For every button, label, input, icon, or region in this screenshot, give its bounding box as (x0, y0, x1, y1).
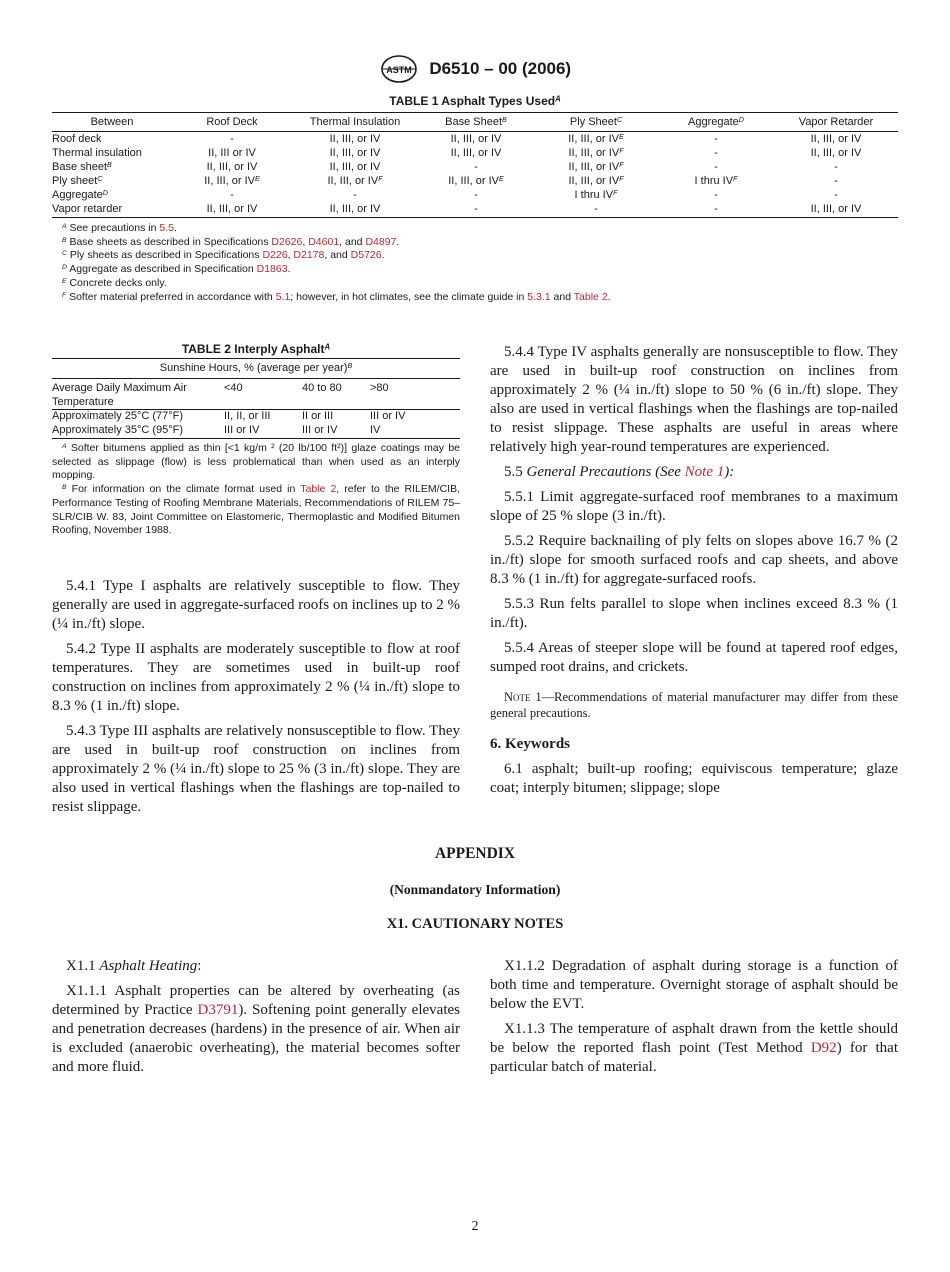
table-cell: Ply sheet$^C$ (52, 174, 103, 187)
table-cell: - (534, 202, 658, 218)
ref-link[interactable]: Table 2 (300, 483, 337, 496)
table-cell: Approximately 25°C (77°F) (52, 410, 224, 424)
footnote-f: $^F$ Softer material preferred in accordance with 5.1; however, in hot climates, see the climate guide in 5.3.1 and Table 2. (62, 290, 611, 303)
table-cell: - (658, 202, 774, 218)
table-cell: II, III, or $IV^F$ (568, 146, 624, 159)
logo-text: ASTM (386, 65, 412, 75)
table-cell: Base sheet$^B$ (52, 160, 112, 173)
keywords-heading: 6. Keywords (490, 736, 570, 752)
paragraph-5-4-2: 5.4.2 Type II asphalts are moderately susceptible to flow at roof temperatures. They are sometimes used in built-up roof construction on inclines from approximately 2 % (¼ in./ft) slope to 8.3 % (1 in./ft) slope. (52, 641, 460, 714)
ref-link[interactable]: D4601 (308, 235, 340, 248)
paragraph-5-5-3: 5.5.3 Run felts parallel to slope when inclines exceed 8.3 % (1 in./ft). (490, 596, 898, 631)
table1-col-header: Roof Deck (172, 113, 292, 132)
table-cell: Approximately 35°C (95°F) (52, 424, 224, 439)
table-cell: - (230, 132, 234, 145)
table1-col-header: Ply Sheet$^C$ (534, 113, 658, 132)
astm-logo-icon (379, 55, 419, 83)
ref-link[interactable]: 5.1 (275, 290, 291, 303)
table-cell: II or III (302, 410, 370, 424)
table-row (52, 202, 898, 218)
table-cell: II, III, or $IV^F$ (568, 174, 624, 187)
table-cell: I thru $IV^F$ (694, 174, 738, 187)
table1-col-header: Thermal Insulation (292, 113, 418, 132)
footnote-b: $^B$ For information on the climate format used in Table 2, refer to the RILEM/CIB, Performance Testing of Roofing Membrane Materials, Recommendations of RILEM 75–SLR/CIB W. 83, Joint Committee on Elastomeric, Thermoplastic and Modified Bitumen Roofing, November 1988. (52, 483, 460, 537)
table-row (52, 424, 460, 439)
table1-footnotes (62, 222, 902, 304)
table-cell: II, III, or IV (810, 146, 862, 159)
ref-link[interactable]: 5.5 (159, 222, 174, 234)
table-cell: II, III, or IV (329, 132, 381, 145)
table-cell: Thermal insulation (52, 146, 142, 159)
table1-col-header: Aggregate$^D$ (658, 113, 774, 132)
table-cell: <40 (224, 382, 243, 394)
ref-link[interactable]: D1863 (256, 263, 288, 276)
footnote-a: $^A$ See precautions in 5.5. (62, 222, 177, 234)
paragraph-5-4-4: 5.4.4 Type IV asphalts generally are nonsusceptible to flow. They are used in built-up roof construction on inclines from approximately 2 % (¼ in./ft) slope to 50 % (6 in./ft) slope. They also are used in vertical flashings when the flashings are top-nailed to resist slippage. These asphalts are useful in areas where relatively high year-round temperatures are experienced. (490, 344, 898, 455)
table-cell: II, III, or $IV^E$ (448, 174, 504, 187)
ref-link[interactable]: D3791 (197, 1002, 239, 1018)
ref-link[interactable]: D2178 (293, 249, 325, 262)
footnote-d: $^D$ Aggregate as described in Specification D1863. (62, 263, 291, 276)
table1 (52, 112, 898, 218)
table1-header-row (52, 113, 898, 132)
table-cell: II, III, or $IV^E$ (568, 132, 624, 145)
appendix-subtitle: (Nonmandatory Information) (389, 882, 561, 897)
table2-footnotes (52, 442, 460, 538)
table-cell: II, III, or $IV^F$ (568, 160, 624, 173)
table-cell: II, III, or IV (292, 202, 418, 218)
paragraph-x1-1-1: X1.1.1 Asphalt properties can be altered by overheating (as determined by Practice D3791). Softening point generally elevates and penetration decreases (hardens) in the presence of air. When air is excluded (anaerobic overheating), the material becomes softer and more fluid. (52, 983, 460, 1075)
table-cell: II, III, or $IV^E$ (204, 174, 260, 187)
table-cell: III or IV (302, 424, 370, 439)
footnote-c: $^C$ Ply sheets as described in Specifications D226, D2178, and D5726. (62, 249, 385, 262)
table-cell: - (418, 202, 534, 218)
table-cell: Average Daily Maximum Air Temperature (52, 382, 187, 408)
table-cell: II, III, or IV (450, 132, 502, 145)
table-cell: II, III, or IV (774, 202, 898, 218)
table2-header-row (52, 359, 460, 379)
ref-link[interactable]: D5726 (350, 249, 382, 262)
table-cell: - (353, 188, 357, 201)
paragraph-5-5-4: 5.5.4 Areas of steeper slope will be found at tapered roof edges, sumped root drains, and crickets. (490, 640, 898, 675)
table-cell: - (834, 174, 838, 187)
table-cell: - (714, 160, 718, 173)
paragraph-5-5-2: 5.5.2 Require backnailing of ply felts on slopes above 16.7 % (2 in./ft) slope for smooth surfaced roofs and cap sheets, and above 8.3 % (1 in./ft) for aggregate-surfaced roofs. (490, 533, 898, 587)
table2 (52, 358, 460, 439)
section-5-5-heading: 5.5 General Precautions (See Note 1): (504, 464, 735, 480)
table-cell: 40 to 80 (302, 382, 342, 394)
paragraph-5-5-1: 5.5.1 Limit aggregate-surfaced roof membranes to a maximum slope of 25 % slope (3 in./ft). (490, 489, 898, 524)
footnote-a: $^A$ Softer bitumens applied as thin [<1 kg/m ² (20 lb/100 ft²)] glaze coatings may be selected as slippage (flow) is less problematical than when used as an interply mopping. (52, 442, 460, 482)
table-cell: Aggregate$^D$ (52, 188, 108, 201)
paragraph-6-1: 6.1 asphalt; built-up roofing; equiviscous temperature; glaze coat; interply bitumen; slippage; slope (490, 761, 898, 796)
table-cell: Vapor retarder (52, 202, 172, 218)
table2-header: Sunshine Hours, % (average per year)$^B$ (52, 359, 460, 379)
table-cell: I thru $IV^F$ (574, 188, 618, 201)
footnote-b: $^B$ Base sheets as described in Specifications D2626, D4601, and D4897. (62, 235, 400, 248)
note-link[interactable]: Note 1 (684, 464, 725, 480)
table-cell: II, III, or IV (329, 160, 381, 173)
table-cell: >80 (370, 382, 389, 394)
page-header (0, 55, 950, 83)
paragraph-x1-1-3: X1.1.3 The temperature of asphalt drawn from the kettle should be below the reported flash point (Test Method D92) for that particular batch of material. (490, 1021, 898, 1075)
table-cell: II, II, or III (224, 410, 302, 424)
table-cell: II, III, or $IV^F$ (327, 174, 383, 187)
appendix-title: APPENDIX (434, 845, 516, 862)
table1-col-header: Vapor Retarder (774, 113, 898, 132)
table-row (52, 188, 898, 202)
ref-link[interactable]: D2626 (271, 235, 303, 248)
appendix-right-column (490, 957, 898, 1083)
designation: D6510 – 00 (2006) (429, 59, 572, 78)
table-cell: II, III, or IV (172, 202, 292, 218)
table-cell: II, III or IV (208, 146, 256, 159)
footnote-e: $^E$ Concrete decks only. (62, 276, 167, 289)
ref-link[interactable]: D92 (810, 1040, 837, 1056)
table-cell: Roof deck (52, 132, 102, 145)
paragraph-x1-1-2: X1.1.2 Degradation of asphalt during storage is a function of both time and temperature. Overnight storage of asphalt should be below the EVT. (490, 958, 898, 1012)
table-row (52, 132, 898, 147)
table-cell: II, III, or IV (329, 146, 381, 159)
ref-link[interactable]: Table 2 (573, 290, 608, 303)
table-cell: - (714, 188, 718, 201)
table1-col-header: Base Sheet$^B$ (418, 113, 534, 132)
table1-title: TABLE 1 Asphalt Types Used$^A$ (389, 94, 561, 108)
table-cell: II, III, or IV (810, 132, 862, 145)
page-number: 2 (471, 1219, 479, 1234)
table-cell: II, III, or IV (450, 146, 502, 159)
table-cell: IV (370, 424, 460, 439)
table-cell: - (474, 160, 478, 173)
table-row (52, 174, 898, 188)
table-cell: - (230, 188, 234, 201)
ref-link[interactable]: 5.3.1 (527, 290, 551, 303)
table-cell: III or IV (224, 424, 302, 439)
table-row (52, 410, 460, 424)
right-column (490, 343, 898, 804)
section-x1-1-heading: X1.1 Asphalt Heating: (66, 958, 202, 974)
ref-link[interactable]: D4897 (365, 235, 397, 248)
paragraph-5-4-3: 5.4.3 Type III asphalts are relatively nonsusceptible to flow. They are used in built-up roof construction on inclines from approximately 2 % (¼ in./ft) slope to 25 % (3 in./ft) slope. They are also used in vertical flashings when the flashings are top-nailed to resist slippage. (52, 723, 460, 815)
left-column (52, 577, 460, 823)
note-1: Note 1—Recommendations of material manufacturer may differ from these general precautions. (490, 690, 898, 720)
appendix-left-column (52, 957, 460, 1083)
table-cell: - (474, 188, 478, 201)
table-cell: - (714, 132, 718, 145)
x1-title: X1. CAUTIONARY NOTES (386, 916, 564, 932)
table-row (52, 146, 898, 160)
table-cell: - (714, 146, 718, 159)
table-cell: - (834, 188, 838, 201)
table1-col-header: Between (52, 113, 172, 132)
table-row (52, 160, 898, 174)
table2-title: TABLE 2 Interply Asphalt$^A$ (181, 342, 331, 356)
table-cell: II, III, or IV (206, 160, 258, 173)
table-cell: III or IV (370, 410, 460, 424)
table-cell: - (834, 160, 838, 173)
paragraph-5-4-1: 5.4.1 Type I asphalts are relatively susceptible to flow. They generally are used in aggregate-surfaced roofs on inclines up to 2 % (¼ in./ft) slope. (52, 578, 460, 632)
table-row (52, 379, 460, 410)
ref-link[interactable]: D226 (262, 249, 288, 262)
